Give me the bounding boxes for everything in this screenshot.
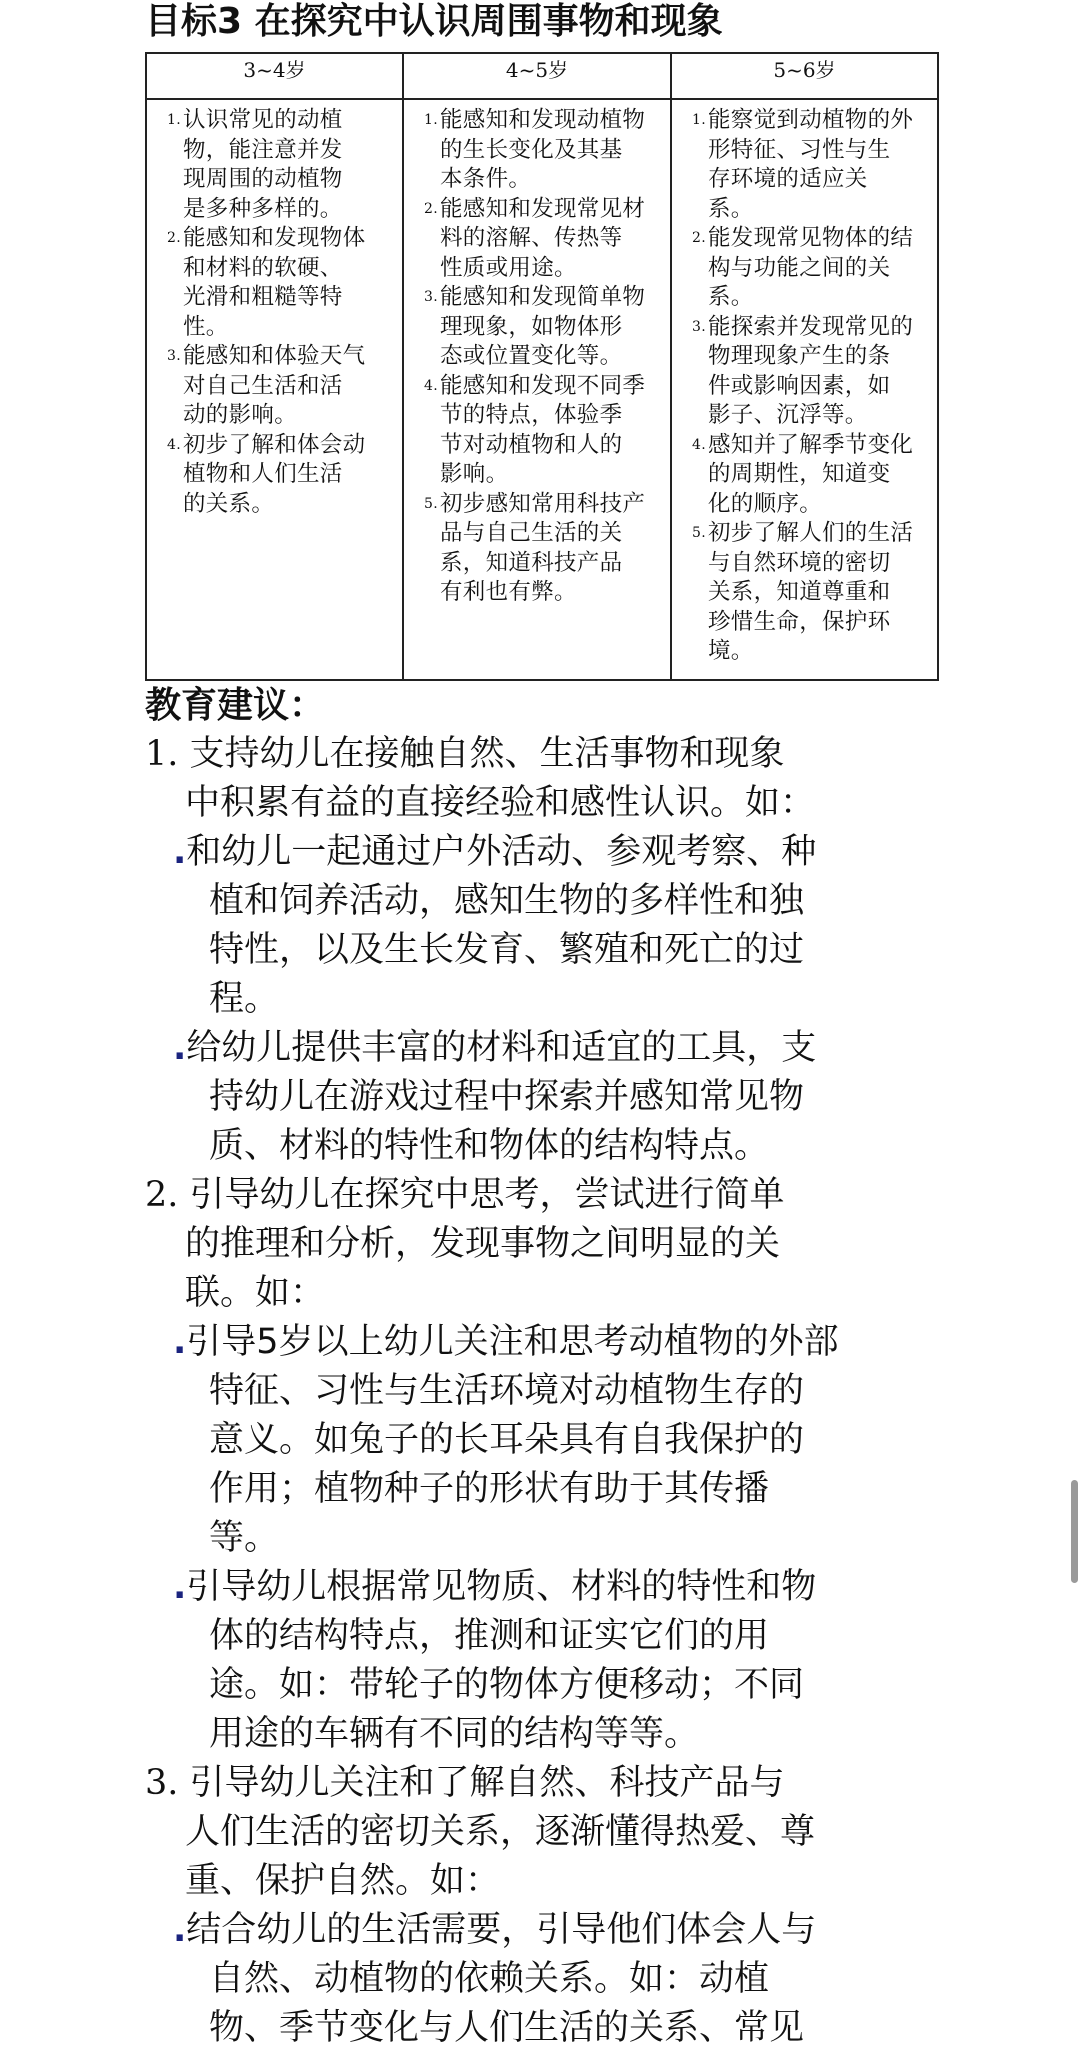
goal-text-line: 物，能注意并发 — [183, 136, 343, 163]
goal-text-line: 动的影响。 — [183, 402, 298, 428]
suggestion-text: 引导幼儿关注和了解自然、科技产品与 — [189, 1763, 785, 1803]
goal-text-line: 的生长变化及其基 — [440, 136, 623, 163]
goal-text-line: 构与功能之间的关 — [708, 254, 891, 281]
goal-item — [680, 224, 931, 313]
bullet-item — [145, 1318, 945, 1367]
goal-text-line: 件或影响因素，如 — [708, 372, 891, 399]
goal-text-line: 能感知和发现简单物 — [440, 284, 646, 310]
bullet-text: 结合幼儿的生活需要，引导他们体会人与 — [186, 1910, 817, 1950]
goal-text-line: 认识常见的动植 — [183, 107, 343, 133]
goal-number: 2. — [424, 200, 438, 217]
bullet-continuation: 自然、动植物的依赖关系。如：动植 — [209, 1959, 770, 1999]
bullet-dot: . — [173, 1910, 187, 1950]
goal-number: 3. — [692, 318, 706, 335]
suggestion-number: 1. — [145, 734, 179, 774]
goal-text-line: 的关系。 — [183, 490, 275, 517]
goal-text-line: 能感知和发现常见材 — [440, 195, 646, 222]
suggestion-number: 3. — [145, 1763, 179, 1803]
goal-item — [412, 490, 664, 608]
goal-text-line: 能察觉到动植物的外 — [708, 107, 914, 133]
age-header-4-5: 4~5岁 — [403, 53, 671, 99]
goal-text-line: 能感知和体验天气 — [183, 343, 366, 369]
table-body-row — [146, 99, 938, 680]
goal-text-line: 初步了解和体会动 — [183, 431, 366, 458]
goal-item — [412, 195, 664, 284]
bullet-continuation: 体的结构特点，推测和证实它们的用 — [209, 1616, 770, 1656]
bullet-continuation: 特性，以及生长发育、繁殖和死亡的过 — [209, 930, 805, 970]
goal-item — [412, 372, 664, 490]
goals-cell-3-4 — [146, 99, 403, 680]
goal-list — [412, 106, 664, 608]
goal-item — [412, 106, 664, 195]
goal-text-line: 关系，知道尊重和 — [708, 579, 891, 605]
bullet-continuation: 植和饲养活动，感知生物的多样性和独 — [209, 881, 805, 921]
bullet-continuation: 物、季节变化与人们生活的关系、常见 — [209, 2008, 805, 2048]
goal-text-line: 光滑和粗糙等特 — [183, 284, 343, 310]
bullet-continuation: 用途的车辆有不同的结构等等。 — [209, 1714, 700, 1754]
suggestion-line — [145, 730, 945, 779]
goal-number: 2. — [167, 230, 181, 246]
bullet-continuation: 等。 — [209, 1518, 280, 1558]
goal-text-line: 影子、沉浮等。 — [708, 402, 868, 428]
goals-cell-4-5 — [403, 99, 671, 680]
bullet-dot: . — [173, 1322, 187, 1362]
suggestion-line — [145, 1171, 945, 1220]
goal-text-line: 系。 — [708, 284, 754, 310]
suggestions-list — [145, 730, 945, 2053]
goal-text-line: 是多种多样的。 — [183, 195, 343, 222]
goal-text-line: 性质或用途。 — [440, 254, 577, 281]
goal-text-line: 系，知道科技产品 — [440, 549, 623, 576]
goal-text-line: 形特征、习性与生 — [708, 136, 891, 163]
goal-text-line: 存环境的适应关 — [708, 166, 868, 192]
goal-list — [155, 106, 396, 519]
age-header-3-4: 3~4岁 — [146, 53, 403, 99]
bullet-text: 给幼儿提供丰富的材料和适宜的工具，支 — [186, 1028, 817, 1068]
goal-text-line: 初步感知常用科技产 — [440, 490, 646, 517]
suggestion-line: 的推理和分析，发现事物之间明显的关 — [185, 1224, 781, 1264]
vertical-scrollbar[interactable] — [1071, 1480, 1078, 1583]
bullet-text: 引导5岁以上幼儿关注和思考动植物的外部 — [186, 1322, 839, 1362]
suggestion-line — [145, 1759, 945, 1808]
goal-text-line: 植物和人们生活 — [183, 461, 343, 487]
goal-text-line: 物理现象产生的条 — [708, 343, 891, 369]
goal-text-line: 对自己生活和活 — [183, 372, 343, 399]
bullet-continuation: 特征、习性与生活环境对动植物生存的 — [209, 1371, 805, 1411]
goal-text-line: 能发现常见物体的结 — [708, 225, 914, 251]
goal-text-line: 能感知和发现物体 — [183, 225, 366, 251]
goal-number: 1. — [167, 112, 181, 128]
goal-item — [412, 283, 664, 372]
goals-cell-5-6 — [671, 99, 938, 680]
bullet-dot: . — [173, 1567, 187, 1607]
bullet-continuation: 质、材料的特性和物体的结构特点。 — [209, 1126, 770, 1166]
goal-text-line: 影响。 — [440, 461, 509, 487]
goal-text-line: 本条件。 — [440, 166, 532, 192]
goal-item — [680, 106, 931, 224]
goal-item — [680, 313, 931, 431]
suggestion-line: 重、保护自然。如： — [185, 1861, 501, 1901]
goal-text-line: 珍惜生命，保护环 — [708, 608, 891, 635]
goal-number: 1. — [424, 112, 438, 128]
goal-text-line: 初步了解人们的生活 — [708, 520, 914, 546]
goal-text-line: 品与自己生活的关 — [440, 520, 623, 546]
bullet-continuation: 作用；植物种子的形状有助于其传播 — [209, 1469, 770, 1509]
goal-text-line: 节的特点，体验季 — [440, 402, 623, 428]
goal-text-line: 性。 — [183, 313, 229, 340]
bullet-item — [145, 828, 945, 877]
goal-text-line: 和材料的软硬、 — [183, 254, 343, 281]
goal-text-line: 系。 — [708, 195, 754, 222]
goal-number: 5. — [692, 525, 706, 541]
goals-table — [145, 52, 939, 681]
goal-text-line: 境。 — [708, 638, 754, 664]
goal-text-line: 理现象，如物体形 — [440, 313, 623, 340]
goal-number: 4. — [424, 377, 438, 394]
goal-text-line: 态或位置变化等。 — [440, 343, 623, 369]
goal-number: 5. — [424, 495, 438, 512]
suggestion-line: 人们生活的密切关系，逐渐懂得热爱、尊 — [185, 1812, 816, 1852]
suggestion-text: 支持幼儿在接触自然、生活事物和现象 — [189, 734, 785, 774]
suggestion-line: 联。如： — [185, 1273, 326, 1313]
goal-number: 3. — [424, 289, 438, 305]
bullet-continuation: 程。 — [209, 979, 280, 1019]
goal-text-line: 的周期性，知道变 — [708, 461, 891, 487]
suggestions-heading: 教育建议： — [145, 685, 326, 726]
goal-title: 目标3 在探究中认识周围事物和现象 — [145, 1, 723, 42]
suggestion-item — [145, 1171, 945, 1759]
goal-item — [155, 224, 396, 342]
goal-text-line: 能探索并发现常见的 — [708, 313, 914, 340]
goal-text-line: 料的溶解、传热等 — [440, 225, 623, 251]
suggestion-number: 2. — [145, 1175, 179, 1215]
goal-item — [680, 519, 931, 667]
bullet-dot: . — [173, 1028, 187, 1068]
bullet-dot: . — [173, 832, 187, 872]
bullet-item — [145, 1563, 945, 1612]
bullet-item — [145, 1024, 945, 1073]
goal-item — [155, 106, 396, 224]
bullet-item — [145, 1906, 945, 1955]
bullet-continuation: 途。如：带轮子的物体方便移动；不同 — [209, 1665, 805, 1705]
suggestion-line: 中积累有益的直接经验和感性认识。如： — [185, 783, 816, 823]
goal-text-line: 现周围的动植物 — [183, 166, 343, 192]
goal-text-line: 与自然环境的密切 — [708, 549, 891, 576]
goal-text-line: 有利也有弊。 — [440, 579, 577, 605]
bullet-continuation: 持幼儿在游戏过程中探索并感知常见物 — [209, 1077, 805, 1117]
goal-number: 3. — [167, 348, 181, 364]
suggestion-item — [145, 730, 945, 1171]
bullet-continuation: 意义。如兔子的长耳朵具有自我保护的 — [209, 1420, 805, 1460]
goal-list — [680, 106, 931, 667]
goal-text-line: 能感知和发现不同季 — [440, 372, 646, 399]
goal-text-line: 化的顺序。 — [708, 490, 823, 517]
suggestion-text: 引导幼儿在探究中思考，尝试进行简单 — [189, 1175, 785, 1215]
age-header-5-6: 5~6岁 — [671, 53, 938, 99]
goal-number: 1. — [692, 112, 706, 128]
goal-text-line: 感知并了解季节变化 — [708, 431, 914, 458]
bullet-text: 和幼儿一起通过户外活动、参观考察、种 — [186, 832, 817, 872]
goal-text-line: 能感知和发现动植物 — [440, 107, 646, 133]
goal-text-line: 节对动植物和人的 — [440, 431, 623, 458]
bullet-text: 引导幼儿根据常见物质、材料的特性和物 — [186, 1567, 817, 1607]
goal-number: 2. — [692, 230, 706, 246]
suggestion-item — [145, 1759, 945, 2053]
goal-item — [155, 431, 396, 520]
goal-number: 4. — [692, 436, 706, 453]
goal-number: 4. — [167, 436, 181, 453]
table-header-row — [146, 53, 938, 99]
goal-item — [680, 431, 931, 520]
goal-item — [155, 342, 396, 431]
